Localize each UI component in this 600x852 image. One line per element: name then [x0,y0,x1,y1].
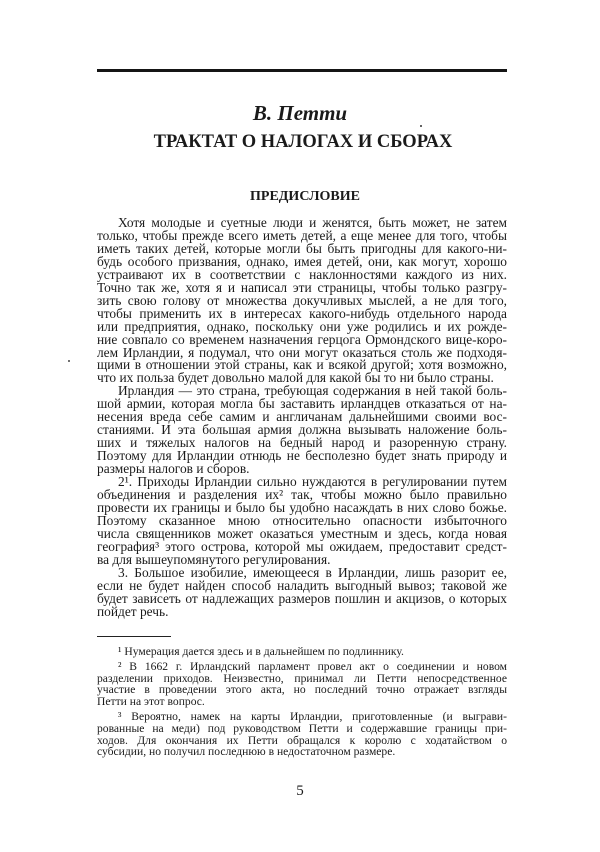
text-line: разделении приходов. Неизвестно, принимал ли Петти непосредственное [97,671,507,685]
page-number: 5 [296,783,304,799]
text-line: Ирландия — это страна, требующая содержания в ней такой боль- [118,383,507,399]
text-line: что их польза будет довольно малой для какой бы то ни было страны. [97,370,494,386]
text-line: рованные на меди) под руководством Петти и содержавшие границы при- [97,721,507,735]
text-line: ¹ Нумерация дается здесь и в дальнейшем по подлиннику. [118,645,404,658]
text-line: 2¹. Приходы Ирландии сильно нуждаются в регулировании путем [118,474,507,489]
text-line: Петти на этот вопрос. [97,695,205,709]
text-line: устраивают их в соответствии с наклонностями каждого из них. [97,266,507,282]
text-line: только, чтобы прежде всего иметь детей, а еще менее для того, чтобы [97,227,507,243]
text-line: пойдет речь. [97,603,169,619]
text-line: станиями. И эта большая армия должна вызывать наложение боль- [97,422,507,438]
text-line: провести их границы и было бы удобно насаждать в них слово божье. [97,499,507,515]
text-line: лем Ирландии, я подумал, что они могут оказаться столь же подходя- [97,344,507,360]
text-line: несения вреда себе самим и англичанам дальнейшими своими вос- [97,409,507,425]
text-line: объединения и разделения их² так, чтобы можно было правильно [97,486,507,502]
top-rule [97,69,507,72]
author-name: В. Петти [252,101,348,125]
text-line: Хотя молодые и суетные люди и женятся, быть может, не затем [118,215,507,230]
footnote-rule [97,636,171,637]
text-line: будет зависеть от надлежащих размеров пошлин и акцизов, о которых [97,590,507,606]
text-line: субсидии, но получил последнюю в недостаточном размере. [97,745,396,759]
text-line: ² В 1662 г. Ирландский парламент провел акт о соединении и новом [118,659,507,673]
text-line: ва для вышеупомянутого регулирования. [97,551,331,567]
text-line: 3. Большое изобилие, имеющееся в Ирландии, лишь разорит ее, [118,564,507,580]
section-heading: ПРЕДИСЛОВИЕ [250,189,360,204]
text-line: будь особого призвания, однако, имея детей, они, как могут, хорошо [97,253,507,269]
text-line: ходов. Для окончания их Петти обращался к королю с ходатайством о [97,733,507,747]
text-line: шой армии, которая могла бы заставить ирландцев отказаться от на- [97,396,507,412]
text-line: чтобы применить их в интересах какого-нибудь отдельного народа [97,305,507,321]
text-line: щими в отношении этой страны, как и всякой другой; хотя возможно, [97,357,507,373]
scan-speck [68,360,70,362]
text-line: ³ Вероятно, намек на карты Ирландии, приготовленные (и выграви- [118,710,507,723]
text-line: иметь таких детей, которые могли бы быть пригодны для какого-ни- [97,240,507,256]
text-line: география³ этого острова, которой мы ожидаем, предоставит средст- [97,538,507,554]
text-line: Поэтому для Ирландии отнюдь не бесполезно будет знать природу и [97,448,507,464]
text-line: ших и тяжелых налогов на бедный народ и разоренную страну. [97,435,507,451]
text-line: Точно так же, хотя я и написал эти страницы, чтобы только разгру- [97,279,507,295]
text-line: зить свою голову от множества докучливых мыслей, а не для того, [97,292,507,308]
text-line: размеры налогов и сборов. [97,461,250,477]
document-title: ТРАКТАТ О НАЛОГАХ И СБОРАХ [153,132,453,152]
text-line: ние совпало со временем назначения герцога Ормондского вице-коро- [97,331,507,347]
text-line: участие в проведении этого акта, но последний точно отражает взгляды [97,683,507,697]
text-line: если не будет найден способ наладить выгодный вывоз; таковой же [97,577,507,593]
scan-speck [420,125,422,127]
text-line: Поэтому сказанное мною относительно опасности избыточного [97,512,507,528]
text-line: или предприятия, однако, поскольку они уже родились и их рожде- [97,318,507,334]
text-line: числа священников может оказаться уместным и здесь, когда новая [97,525,507,541]
